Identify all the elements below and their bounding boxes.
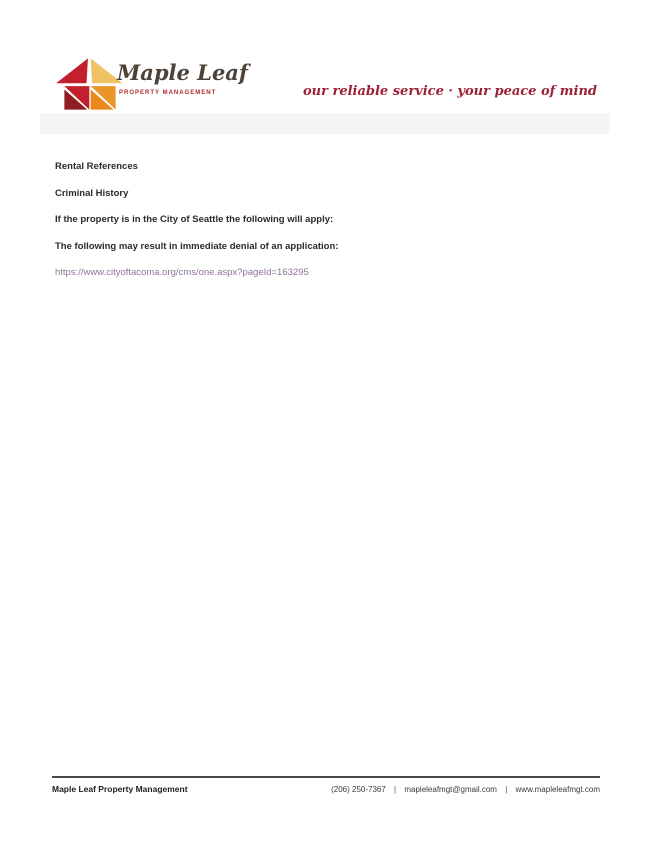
brand-name: Maple Leaf (117, 60, 248, 85)
company-logo (55, 56, 285, 120)
page-footer (52, 776, 600, 794)
brand-subtitle: PROPERTY MANAGEMENT (119, 90, 217, 96)
footer-email[interactable]: mapleleafmgt@gmail.com (404, 785, 497, 794)
company-tagline: our reliable service · your peace of mind (302, 84, 597, 99)
footer-separator: | (505, 785, 508, 794)
document-body (55, 147, 597, 280)
section-heading: If the property is in the City of Seattle the following will apply: (55, 214, 334, 225)
section-3 (55, 213, 597, 227)
section-1 (55, 160, 597, 174)
footer-phone: (206) 250-7367 (331, 785, 386, 794)
footer-company-name: Maple Leaf Property Management (52, 784, 188, 794)
section-heading: Rental References (55, 161, 138, 172)
section-2 (55, 187, 597, 201)
section-4 (55, 240, 597, 254)
footer-contact-info (331, 785, 600, 794)
footer-website[interactable]: www.mapleleafmgt.com (515, 785, 600, 794)
section-heading: The following may result in immediate denial of an application: (55, 240, 339, 252)
tacoma-link[interactable]: https://www.cityoftacoma.org/cms/one.aspx?pageId=163295 (55, 267, 309, 278)
footer-separator: | (394, 785, 397, 794)
house-logo-icon (55, 57, 125, 111)
section-heading: Criminal History (55, 187, 129, 199)
